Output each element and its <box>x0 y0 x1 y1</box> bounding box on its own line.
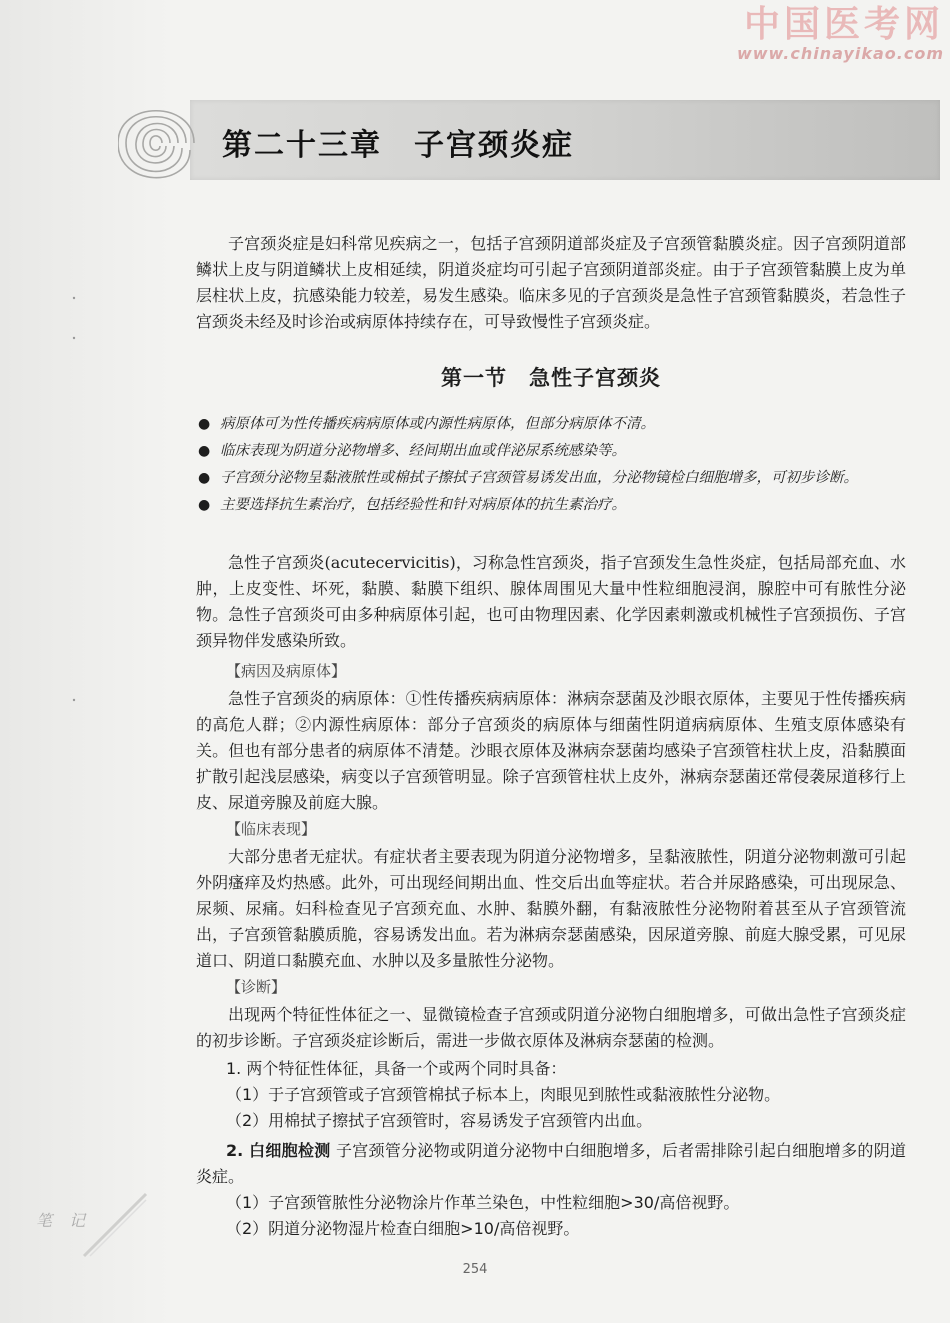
diagnosis-item-2b: （2）阴道分泌物湿片检查白细胞>10/高倍视野。 <box>226 1219 580 1238</box>
summary-item: ● 临床表现为阴道分泌物增多、经间期出血或伴泌尿系统感染等。 <box>198 440 910 463</box>
diagnosis-item-1a: （1）于子宫颈管或子宫颈管棉拭子标本上，肉眼见到脓性或黏液脓性分泌物。 <box>226 1085 781 1104</box>
summary-item: ● 病原体可为性传播疾病病原体或内源性病原体，但部分病原体不清。 <box>198 413 910 436</box>
etiology-heading: 【病因及病原体】 <box>226 662 347 680</box>
bullet-icon: ● <box>198 443 211 459</box>
bullet-icon: ● <box>198 470 211 486</box>
watermark-url: www.chinayikao.com <box>736 44 944 63</box>
etiology-paragraph: 急性子宫颈炎的病原体：①性传播疾病病原体：淋病奈瑟菌及沙眼衣原体，主要见于性传播疾病的高危人群；②内源性病原体：部分子宫颈炎的病原体与细菌性阴道病病原体、生殖支原体感染有关。但也有部分患者的病原体不清楚。沙眼衣原体及淋病奈瑟菌均感染子宫颈管柱状上皮，沿黏膜面扩散引起浅层感染，病变以子宫颈管明显。除子宫颈管柱状上皮外，淋病奈瑟菌还常侵袭尿道移行上皮、尿道旁腺及前庭大腺。 <box>196 689 906 812</box>
section-title: 第一节 急性子宫颈炎 <box>441 366 661 390</box>
watermark-title: 中国医考网 <box>743 4 944 45</box>
diagnosis-item-2a: （1）子宫颈管脓性分泌物涂片作革兰染色，中性粒细胞>30/高倍视野。 <box>226 1193 740 1212</box>
diagnosis-paragraph: 出现两个特征性体征之一、显微镜检查子宫颈或阴道分泌物白细胞增多，可做出急性子宫颈炎症的初步诊断。子宫颈炎症诊断后，需进一步做衣原体及淋病奈瑟菌的检测。 <box>196 1005 906 1050</box>
diagnosis-item-2-label: 2. 白细胞检测 <box>226 1141 331 1160</box>
diagnosis-item-2 <box>196 1138 906 1190</box>
pen-stroke-icon <box>80 1190 150 1260</box>
diagnosis-item-2-text: 子宫颈管分泌物或阴道分泌物中白细胞增多，后者需排除引起白细胞增多的阴道炎症。 <box>196 1141 906 1186</box>
bullet-icon: ● <box>198 497 211 513</box>
diagnosis-heading: 【诊断】 <box>226 978 287 996</box>
margin-note: 笔 记 <box>36 1211 92 1230</box>
clinical-paragraph: 大部分患者无症状。有症状者主要表现为阴道分泌物增多，呈黏液脓性，阴道分泌物刺激可引起外阴瘙痒及灼热感。此外，可出现经间期出血、性交后出血等症状。若合并尿路感染，可出现尿急、尿频、尿痛。妇科检查见子宫颈充血、水肿、黏膜外翻，有黏液脓性分泌物附着甚至从子宫颈管流出，子宫颈管黏膜质脆，容易诱发出血。若为淋病奈瑟菌感染，因尿道旁腺、前庭大腺受累，可见尿道口、阴道口黏膜充血、水肿以及多量脓性分泌物。 <box>196 847 906 970</box>
bullet-icon: ● <box>198 416 211 432</box>
summary-item: ● 主要选择抗生素治疗，包括经验性和针对病原体的抗生素治疗。 <box>198 494 910 517</box>
diagnosis-item-1: 1. 两个特征性体征，具备一个或两个同时具备： <box>226 1059 567 1078</box>
intro-paragraph: 子宫颈炎症是妇科常见疾病之一，包括子宫颈阴道部炎症及子宫颈管黏膜炎症。因子宫颈阴道部鳞状上皮与阴道鳞状上皮相延续，阴道炎症均可引起子宫颈阴道部炎症。由于子宫颈管黏膜上皮为单层柱状上皮，抗感染能力较差，易发生感染。临床多见的子宫颈炎是急性子宫颈管黏膜炎，若急性子宫颈炎未经及时诊治或病原体持续存在，可导致慢性子宫颈炎症。 <box>196 234 906 331</box>
watermark <box>704 4 944 63</box>
diagnosis-item-1b: （2）用棉拭子擦拭子宫颈管时，容易诱发子宫颈管内出血。 <box>226 1111 653 1130</box>
swirl-ornament-icon <box>118 98 198 188</box>
summary-list <box>198 413 910 521</box>
summary-item: ● 子宫颈分泌物呈黏液脓性或棉拭子擦拭子宫颈管易诱发出血，分泌物镜检白细胞增多，可初步诊断。 <box>198 467 910 490</box>
margin-dots <box>72 290 76 710</box>
chapter-title: 第二十三章 子宫颈炎症 <box>222 128 574 163</box>
clinical-heading: 【临床表现】 <box>226 820 317 838</box>
definition-paragraph: 急性子宫颈炎(acutecervicitis)，习称急性宫颈炎，指子宫颈发生急性炎症，包括局部充血、水肿，上皮变性、坏死，黏膜、黏膜下组织、腺体周围见大量中性粒细胞浸润，腺腔中可有脓性分泌物。急性子宫颈炎可由多种病原体引起，也可由物理因素、化学因素刺激或机械性子宫颈损伤、子宫颈异物伴发感染所致。 <box>196 553 906 650</box>
page-gutter-shade <box>0 0 170 1323</box>
page-number: 254 <box>462 1262 488 1277</box>
